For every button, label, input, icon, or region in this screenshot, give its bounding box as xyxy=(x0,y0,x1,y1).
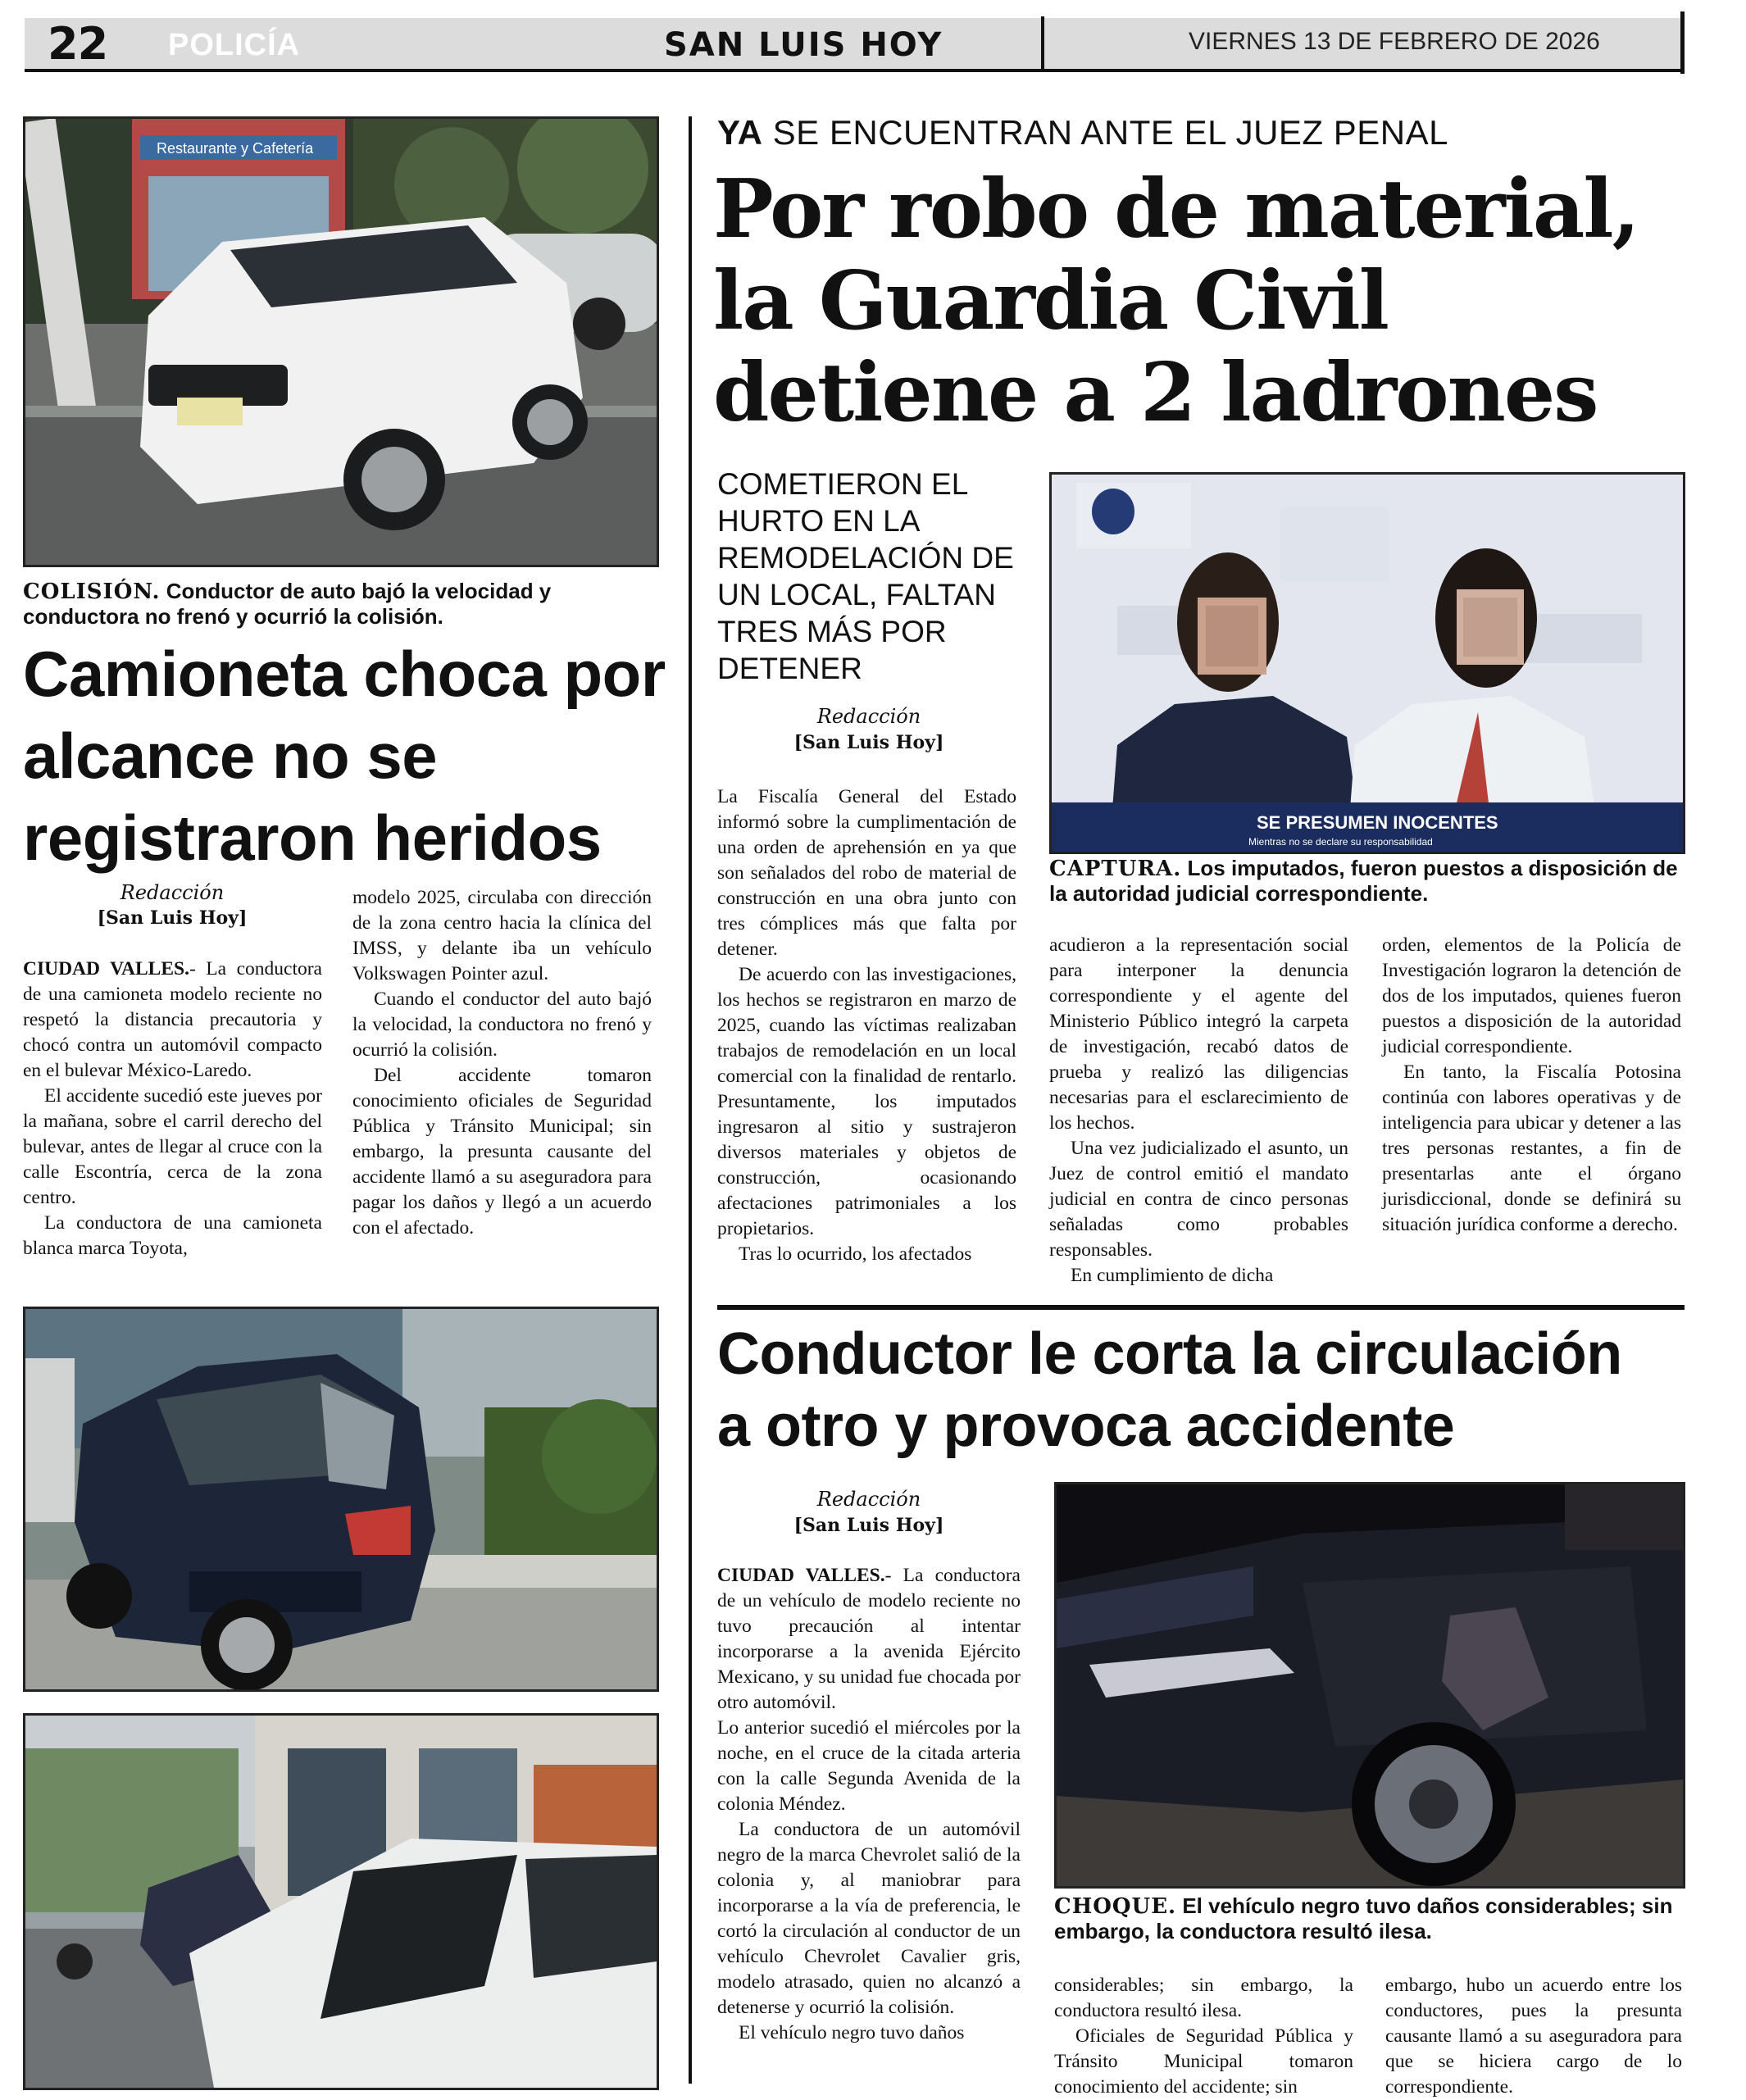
detainees-illustration xyxy=(1052,475,1683,852)
section-name: POLICÍA xyxy=(168,28,301,62)
dateline: CIUDAD VALLES. xyxy=(23,958,189,980)
headline-line-1: Por robo de material, xyxy=(713,162,1639,257)
paragraph: De acuerdo con las investigaciones, los hechos se registraron en marzo de 2025, cuando las víctimas realizaban trabajos de remodelación en un local comercial con la finalidad de rentarlo. Presuntamente, los imputados ingresaron al sitio y sustrajeron diversos materiales y objetos de construcción, ocasionando afectaciones patrimoniales a los propietarios. xyxy=(717,964,1016,1239)
paragraph: El accidente sucedió este jueves por la mañana, sobre el carril derecho del bulevar, antes de llegar al cruce con la calle Escontría, cerca de la zona centro. xyxy=(23,1085,322,1208)
caption-text: Los imputados, fueron puestos a disposición de la autoridad judicial correspondiente. xyxy=(1049,856,1678,906)
headline-robo-material xyxy=(713,164,1689,439)
paragraph: Tras lo ocurrido, los afectados xyxy=(739,1243,972,1265)
paragraph: En tanto, la Fiscalía Potosina continúa con labores operativas y de inteligencia para ubicar y detener a las tres personas restantes, a fin de presentarlas ante el órgano jurisdiccional, donde se definirá su situación jurídica conforme a derecho. xyxy=(1382,1061,1681,1235)
headline-line-2: a otro y provoca accidente xyxy=(717,1393,1455,1459)
story3-column-3 xyxy=(1385,1973,1682,2100)
photo-caption-captura xyxy=(1049,856,1680,906)
issue-date: VIERNES 13 DE FEBRERO DE 2026 xyxy=(1189,28,1600,55)
headline-line-1: Conductor le corta la circulación xyxy=(717,1321,1622,1387)
byline: Redacción xyxy=(816,1488,921,1511)
paragraph: La conductora de una camioneta blanca marca Toyota, xyxy=(23,1212,322,1259)
story1-column-1 xyxy=(23,957,322,1261)
caption-label: COLISIÓN. xyxy=(23,580,161,604)
byline: Redacción xyxy=(120,881,225,904)
paragraph: - La conductora de una camioneta modelo reciente no respetó la distancia precautoria y chocó contra un automóvil compacto en el bulevar México-Laredo. xyxy=(23,958,322,1081)
story2-deck: COMETIERON EL HURTO EN LA REMODELACIÓN DE UN LOCAL, FALTAN TRES MÁS POR DETENER xyxy=(717,467,1014,685)
story2-column-2 xyxy=(1049,933,1348,1289)
white-suv-illustration xyxy=(25,119,657,565)
paragraph: Del accidente tomaron conocimiento oficiales de Seguridad Pública y Tránsito Municipal; sin embargo, la presunta causante del accidente llamó a su aseguradora para pagar los daños y llegó a un acuerdo con el afectado. xyxy=(352,1065,652,1239)
banner-small-text: Mientras no se declare su responsabilidad xyxy=(1248,836,1433,848)
story2-column-3 xyxy=(1382,933,1681,1238)
street-illustration xyxy=(25,1716,657,2088)
paragraph: Cuando el conductor del auto bajó la velocidad, la conductora no frenó y ocurrió la colisión. xyxy=(352,989,652,1061)
paragraph: embargo, hubo un acuerdo entre los conductores, pues la presunta causante llamó a su aseguradora para que se hiciera cargo de lo correspondiente. xyxy=(1385,1975,1682,2098)
header-rule xyxy=(1680,11,1685,74)
byline-source: [San Luis Hoy] xyxy=(97,907,248,929)
photo-caption-colision xyxy=(23,579,662,629)
headline-conductor xyxy=(717,1318,1693,1462)
caption-text: Conductor de auto bajó la velocidad y conductora no frenó y ocurrió la colisión. xyxy=(23,579,552,629)
paragraph: acudieron a la representación social para interponer la denuncia correspondiente y el agente del Ministerio Público integró la carpeta de investigación, recabó datos de prueba y realizó las diligencias necesarias para el esclarecimiento de los hechos. xyxy=(1049,934,1348,1134)
photo-caption-choque xyxy=(1054,1893,1685,1943)
headline-camioneta: Camioneta choca por alcance no se registraron heridos xyxy=(23,638,666,874)
kicker-text: SE ENCUENTRAN ANTE EL JUEZ PENAL xyxy=(762,113,1448,152)
caption-text: El vehículo negro tuvo daños considerables; sin embargo, la conductora resultó ilesa. xyxy=(1054,1893,1673,1943)
paragraph: La Fiscalía General del Estado informó sobre la cumplimentación de una orden de aprehensión en ya que son señalados del robo de material de construcción en una obra junto con tres cómplices más que falta por detener. xyxy=(717,786,1016,960)
header-divider xyxy=(1041,16,1044,69)
byline: Redacción xyxy=(816,705,921,728)
story1-column-2 xyxy=(352,885,652,1241)
photo-black-car-damage xyxy=(1054,1482,1685,1889)
story2-column-1 xyxy=(717,784,1016,1267)
caption-label: CAPTURA. xyxy=(1049,857,1182,881)
paragraph: En cumplimiento de dicha xyxy=(1071,1265,1274,1286)
dateline: CIUDAD VALLES. xyxy=(717,1565,885,1586)
story2-kicker xyxy=(717,113,1448,152)
photo-detainees xyxy=(1049,472,1685,854)
paragraph: orden, elementos de la Policía de Investigación lograron la detención de dos de los imputados, quienes fueron puestos a disposición de la autoridad judicial correspondiente. xyxy=(1382,934,1681,1057)
paragraph: Una vez judicializado el asunto, un Juez de control emitió el mandato judicial en contra de cinco personas señaladas como probables responsables. xyxy=(1049,1138,1348,1261)
vw-illustration xyxy=(25,1309,657,1689)
paragraph: La conductora de un automóvil negro de la marca Chevrolet salió de la colonia y, al maniobrar para incorporarse a la vía de preferencia, le cortó la circulación al conductor de un vehículo Chevrolet Cavalier gris, modelo atrasado, quien no alcanzó a detenerse y ocurrió la colisión. xyxy=(717,1819,1021,2018)
paragraph: Lo anterior sucedió el miércoles por la noche, en el cruce de la citada arteria con la calle Segunda Avenida de la colonia Méndez. xyxy=(717,1717,1021,1815)
kicker-bold: YA xyxy=(717,113,763,152)
byline-source: [San Luis Hoy] xyxy=(793,1515,944,1536)
paragraph: El vehículo negro tuvo daños xyxy=(739,2022,965,2043)
photo-white-suv xyxy=(23,116,659,567)
caption-label: CHOQUE. xyxy=(1054,1894,1177,1919)
column-divider xyxy=(689,116,692,2084)
photo-damaged-vw xyxy=(23,1307,659,1692)
newspaper-brand: SAN LUIS HOY xyxy=(664,26,943,64)
story3-column-1 xyxy=(717,1563,1021,2046)
paragraph: Oficiales de Seguridad Pública y Tránsito Municipal tomaron conocimiento del accidente; sin xyxy=(1054,2025,1353,2098)
headline-line-3: detiene a 2 ladrones xyxy=(713,346,1598,440)
banner-text: SE PRESUMEN INOCENTES xyxy=(1257,812,1498,833)
headline-line-2: la Guardia Civil xyxy=(713,254,1388,348)
paragraph: considerables; sin embargo, la conductora resultó ilesa. xyxy=(1054,1975,1353,2021)
story3-column-2 xyxy=(1054,1973,1353,2100)
paragraph: modelo 2025, circulaba con dirección de la zona centro hacia la clínica del IMSS, y delante iba un vehículo Volkswagen Pointer azul. xyxy=(352,887,652,984)
photo-street-white-car xyxy=(23,1713,659,2090)
page-number: 22 xyxy=(48,18,108,70)
story-divider xyxy=(717,1305,1685,1310)
storefront-sign: Restaurante y Cafetería xyxy=(157,140,314,157)
paragraph: - La conductora de un vehículo de modelo reciente no tuvo precaución al intentar incorporarse a la avenida Ejército Mexicano, y su unidad fue chocada por otro automóvil. xyxy=(717,1565,1021,1713)
byline-source: [San Luis Hoy] xyxy=(793,732,944,753)
black-car-illustration xyxy=(1057,1484,1683,1886)
